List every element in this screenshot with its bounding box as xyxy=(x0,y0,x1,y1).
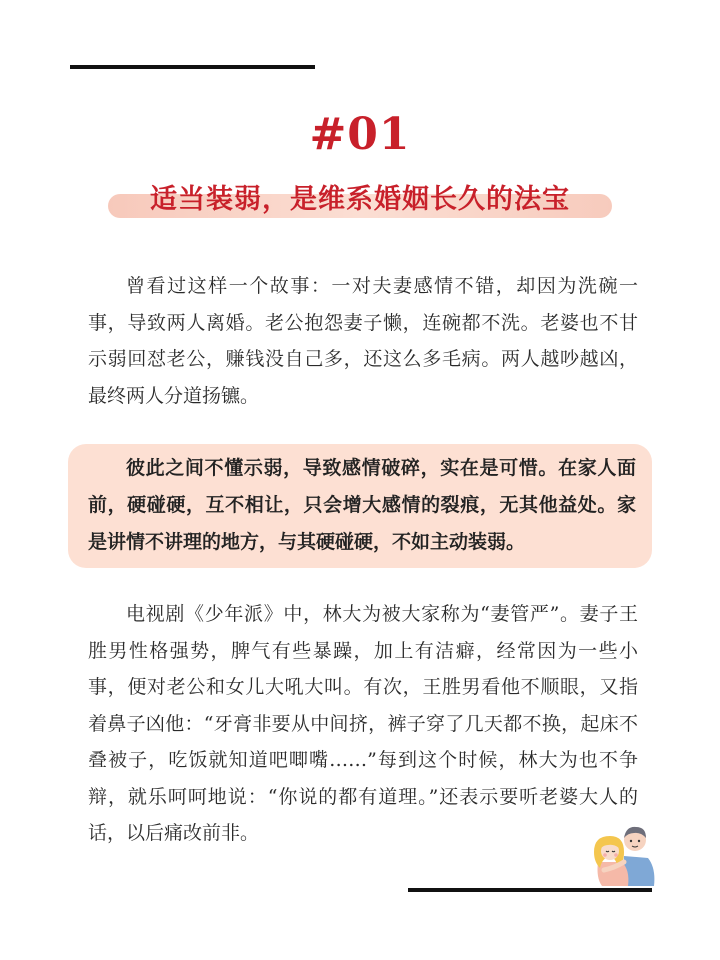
title-block xyxy=(108,180,612,222)
callout-box xyxy=(68,444,652,568)
paragraph-example: 电视剧《少年派》中，林大为被大家称为“妻管严”。妻子王胜男性格强势，脾气有些暴躁，加上有洁癖，经常因为一些小事，便对老公和女儿大吼大叫。有次，王胜男看他不顺眼，又指着鼻子凶他：“牙膏非要从中间挤，裤子穿了几天都不换，起床不叠被子，吃饭就知道吧唧嘴……”每到这个时候，林大为也不争辩，就乐呵呵地说：“你说的都有道理。”还表示要听老婆大人的话，以后痛改前非。 xyxy=(88,603,638,844)
section-title: 适当装弱，是维系婚姻长久的法宝 xyxy=(150,184,570,215)
couple-hug-icon xyxy=(588,818,658,888)
paragraph-story: 曾看过这样一个故事：一对夫妻感情不错，却因为洗碗一事，导致两人离婚。老公抱怨妻子懒，连碗都不洗。老婆也不甘示弱回怼老公，赚钱没自己多，还这么多毛病。两人越吵越凶，最终两人分道扬镳。 xyxy=(88,275,638,407)
callout-text: 彼此之间不懂示弱，导致感情破碎，实在是可惜。在家人面前，硬碰硬，互不相让，只会增大感情的裂痕，无其他益处。家是讲情不讲理的地方，与其硬碰硬，不如主动装弱。 xyxy=(88,457,636,553)
bottom-divider xyxy=(408,888,652,892)
top-divider xyxy=(70,65,315,69)
section-number: #01 xyxy=(309,109,411,160)
